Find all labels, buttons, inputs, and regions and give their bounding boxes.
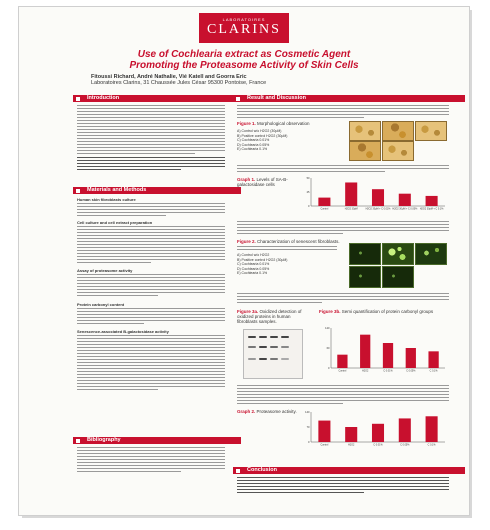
subhead-senescence: Senescence-associated B-galactosidase activity bbox=[77, 329, 169, 334]
x-tick-label: H2O2 30μM + C 0.05% bbox=[392, 207, 418, 211]
x-tick-label: H2O2 30μM bbox=[344, 207, 358, 211]
figure-2-discussion bbox=[237, 293, 449, 305]
bar bbox=[345, 427, 357, 442]
section-materials: Materials and Methods bbox=[73, 187, 241, 194]
subhead-human-skin: Human skin fibroblasts culture bbox=[77, 197, 136, 202]
x-tick-label: C 0.05% bbox=[406, 369, 416, 373]
figure-3a-text: Oxidized detection of oxidized proteins in human fibroblasts samples. bbox=[237, 309, 302, 324]
figure-2-description bbox=[237, 246, 337, 252]
y-tick-label: 120 bbox=[325, 327, 330, 330]
x-tick-label: H2O2 30μM + C 0.1% bbox=[419, 207, 444, 211]
poster-title bbox=[19, 49, 469, 71]
legend-item: C) Cochlearia 0.01% bbox=[237, 262, 270, 266]
x-tick-label: C 0.1% bbox=[427, 443, 436, 447]
section-conclusion: Conclusion bbox=[233, 467, 465, 474]
western-blot bbox=[243, 329, 303, 379]
poster bbox=[18, 6, 470, 516]
cell-culture-text bbox=[77, 226, 225, 265]
conclusion-text bbox=[237, 477, 449, 495]
figure-2-legend bbox=[237, 253, 317, 276]
y-tick-label: 25 bbox=[306, 191, 310, 194]
subhead-cell-culture: Cell culture and cell extract preparation bbox=[77, 220, 153, 225]
figure-1-legend bbox=[237, 129, 317, 152]
figure-3b-svg bbox=[319, 325, 449, 377]
figure-2-label: Figure 2. bbox=[237, 239, 256, 244]
fluorescence-c bbox=[415, 243, 447, 265]
assay-text bbox=[77, 274, 225, 298]
legend-item: D) Cochlearia 0.05% bbox=[237, 142, 270, 147]
graph-2-text: Proteasome activity. bbox=[256, 409, 297, 414]
x-tick-label: H2O2 bbox=[348, 443, 355, 447]
graph-1-label: Graph 1. bbox=[237, 177, 256, 182]
graph-2-svg bbox=[299, 409, 449, 451]
legend-item: A) Control w/o H2O2 bbox=[237, 253, 270, 257]
legend-item: E) Cochlearia 0.1% bbox=[237, 271, 268, 275]
figure-3b-chart bbox=[319, 325, 449, 382]
x-tick-label: C 0.1% bbox=[429, 369, 438, 373]
y-tick-label: 60 bbox=[326, 347, 330, 350]
figure-3b-caption bbox=[319, 309, 449, 314]
logo-brand: CLARINS bbox=[207, 22, 281, 37]
y-tick-label: 0 bbox=[308, 205, 310, 208]
figure-2-caption bbox=[237, 239, 340, 244]
y-tick-label: 0 bbox=[328, 367, 330, 370]
bar bbox=[399, 418, 411, 442]
legend-item: E) Cochlearia 0.1% bbox=[237, 147, 268, 151]
micrograph-a bbox=[349, 121, 381, 141]
human-skin-text bbox=[77, 203, 225, 218]
x-tick-label: Control bbox=[320, 443, 329, 447]
legend-item: C) Cochlearia 0.01% bbox=[237, 138, 270, 142]
bar bbox=[406, 348, 416, 368]
y-tick-label: 0 bbox=[308, 441, 310, 444]
graph-1-text: Levels of SA-B-galactosidase cells bbox=[237, 177, 288, 187]
legend-item: A) Control w/o H2O2 (30μM) bbox=[237, 129, 282, 133]
fluorescence-b bbox=[382, 243, 414, 265]
legend-item: D) Cochlearia 0.05% bbox=[237, 266, 270, 271]
title-line-1: Use of Cochlearia extract as Cosmetic Agent bbox=[137, 49, 351, 60]
bibliography-text bbox=[77, 447, 225, 474]
bar bbox=[372, 424, 384, 442]
logo-subtitle: LABORATOIRES bbox=[222, 17, 266, 22]
bar bbox=[383, 343, 393, 368]
clarins-logo bbox=[199, 13, 289, 43]
graph-1-chart bbox=[299, 175, 449, 220]
figure-1-text: Morphological observation bbox=[257, 121, 310, 126]
subhead-protein: Protein carbonyl content bbox=[77, 302, 125, 307]
figure-1-caption bbox=[237, 121, 310, 126]
subhead-assay: Assay of proteasome activity bbox=[77, 268, 133, 273]
x-tick-label: Control bbox=[338, 369, 347, 373]
bar bbox=[372, 189, 384, 206]
introduction-text bbox=[77, 105, 225, 172]
bar bbox=[345, 182, 357, 206]
x-tick-label: C 0.01% bbox=[373, 443, 383, 447]
micrograph-d bbox=[349, 141, 381, 161]
micrograph-b bbox=[382, 121, 414, 141]
bar bbox=[399, 194, 411, 206]
x-tick-label: H2O2 30μM + C 0.01% bbox=[365, 207, 391, 211]
section-bibliography: Bibliography bbox=[73, 437, 241, 444]
legend-item: B) Positive control H2O2 (30μM) bbox=[237, 133, 288, 138]
title-line-2: Promoting the Proteasome Activity of Skin Cells bbox=[129, 60, 359, 71]
graph-2-chart bbox=[299, 409, 449, 456]
results-intro-text bbox=[237, 105, 449, 120]
figure-3b-label: Figure 3b. bbox=[319, 309, 341, 314]
legend-item: B) Positive control H2O2 (30μM) bbox=[237, 257, 288, 262]
section-results: Result and Discussion bbox=[233, 95, 465, 102]
bar bbox=[318, 198, 330, 206]
senescence-text bbox=[77, 335, 225, 392]
y-tick-label: 70 bbox=[306, 426, 310, 429]
graph-1-caption bbox=[237, 177, 292, 187]
figure-3a-caption bbox=[237, 309, 307, 324]
section-introduction: Introduction bbox=[73, 95, 241, 102]
y-tick-label: 50 bbox=[306, 177, 310, 180]
x-tick-label: H2O2 bbox=[362, 369, 369, 373]
protein-text bbox=[77, 308, 225, 326]
figure-3b-text: Semi quantification of protein carbonyl groups bbox=[341, 309, 434, 314]
fluorescence-a bbox=[349, 243, 381, 265]
fluorescence-d bbox=[349, 266, 381, 288]
bar bbox=[360, 335, 370, 368]
figure-1-label: Figure 1. bbox=[237, 121, 256, 126]
bar bbox=[426, 416, 438, 442]
fluorescence-e bbox=[382, 266, 414, 288]
bar bbox=[426, 196, 438, 206]
figure-3-discussion bbox=[237, 385, 449, 406]
bar bbox=[337, 355, 347, 368]
micrograph-c bbox=[415, 121, 447, 141]
affiliation: Laboratoires Clarins, 31 Chaussée Jules César 95300 Pontoise, France bbox=[91, 80, 267, 86]
graph-1-svg bbox=[299, 175, 449, 215]
figure-3a-label: Figure 3a. bbox=[237, 309, 259, 314]
graph-2-label: Graph 2. bbox=[237, 409, 256, 414]
authors: Fitoussi Richard, André Nathalie, Vié Katell and Goorra Eric bbox=[91, 74, 247, 80]
bar bbox=[318, 421, 330, 442]
micrograph-e bbox=[382, 141, 414, 161]
y-tick-label: 140 bbox=[305, 411, 310, 414]
bar bbox=[428, 351, 438, 368]
x-tick-label: C 0.01% bbox=[383, 369, 393, 373]
x-tick-label: Control bbox=[320, 207, 329, 211]
figure-2-text: Characterization of senescent fibroblasts. bbox=[257, 239, 340, 244]
graph-1-discussion bbox=[237, 221, 449, 236]
graph-1-description bbox=[237, 165, 449, 174]
x-tick-label: C 0.05% bbox=[400, 443, 410, 447]
graph-2-caption bbox=[237, 409, 297, 414]
